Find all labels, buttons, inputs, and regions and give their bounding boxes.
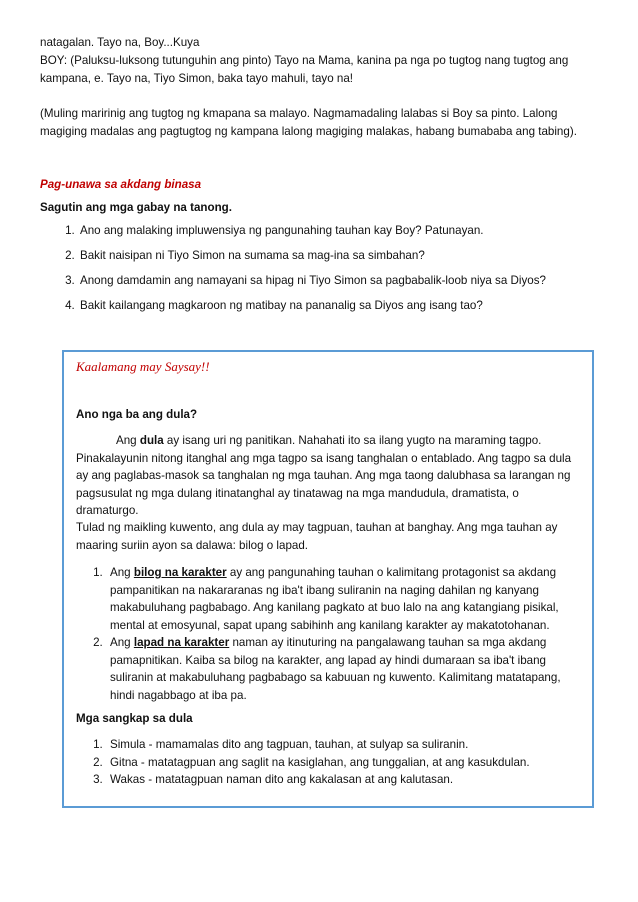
info-box-title: Kaalamang may Saysay!! (76, 359, 210, 374)
question-item: 2. Bakit naisipan ni Tiyo Simon na sumama sa mag-ina sa simbahan? (78, 247, 618, 272)
character-type-item: 2. Ang lapad na karakter naman ay itinuturing na pangalawang tauhan sa mga akdang pamapnitikan. Kaiba sa bilog na karakter, ang lapad ay hindi dumaraan sa iba't ibang suliranin at makabuluhang pagbabago sa kabuuan ng kuwento. Kalimitang matatapang, hindi nagabbago at iba pa. (106, 634, 586, 704)
character-type-item: 1. Ang bilog na karakter ay ang pangunahing tauhan o kalimitang protagonist sa akdang pampanitikan na nakararanas ng iba't ibang suliranin na naging dahilan ng kanyang makabuluhang pagbabago. Ang kanilang pagkato at buo lalo na ang katangiang pisikal, mental at emosyunal, sapat upang sabihinh ang kanilang karakter ay makatotohanan. (106, 564, 586, 634)
section-instruction: Sagutin ang mga gabay na tanong. (40, 201, 232, 214)
parts-heading: Mga sangkap sa dula (76, 712, 193, 725)
character-type-list (76, 564, 586, 704)
intro-line-1: natagalan. Tayo na, Boy...Kuya (40, 36, 200, 49)
part-item: 2. Gitna - matatagpuan ang saglit na kasiglahan, ang tunggalian, at ang kasukdulan. (106, 754, 596, 772)
question-list (56, 222, 618, 322)
lapad-term: lapad na karakter (133, 636, 230, 649)
part-item: 1. Simula - mamamalas dito ang tagpuan, tauhan, at sulyap sa suliranin. (106, 736, 596, 754)
dula-question-heading: Ano nga ba ang dula? (76, 408, 198, 421)
info-box (62, 350, 594, 808)
question-item: 1. Ano ang malaking impluwensiya ng pangunahing tauhan kay Boy? Patunayan. (78, 222, 618, 247)
parts-list (76, 736, 596, 789)
question-item: 4. Bakit kailangang magkaroon ng matibay na pananalig sa Diyos ang isang tao? (78, 297, 618, 322)
question-item: 3. Anong damdamin ang namayani sa hipag ni Tiyo Simon sa pagbabalik-loob niya sa Diyos? (78, 272, 618, 297)
tauhan-paragraph: Tulad ng maikling kuwento, ang dula ay may tagpuan, tauhan at banghay. Ang mga tauhan ay maaring suriin ayon sa dalawa: bilog o lapad. (76, 521, 558, 552)
section-heading: Pag-unawa sa akdang binasa (40, 178, 202, 191)
dula-term: dula (139, 434, 164, 447)
intro-stage-direction: (Muling maririnig ang tugtog ng kmapana sa malayo. Nagmamadaling lalabas si Boy sa pinto. Lalong magiging madalas ang pagtugtog ng kampana lalong magiging malakas, habang bumababa ang tabing). (40, 107, 577, 138)
dula-definition-paragraph: Ang dula ay isang uri ng panitikan. Nahahati ito sa ilang yugto na maraming tagpo. Pinakalayunin nitong itanghal ang mga tagpo sa isang tanghalan o entablado. Ang tagpo sa dula ay ang paglabas-masok sa tanghalan ng mga tauhan. Ang mga taong dalubhasa sa larangan ng pagsusulat ng mga dulang itinatanghal ay tinatawag na mga mandudula, dramatista, o dramaturgo. (76, 434, 572, 517)
part-item: 3. Wakas - matatagpuan naman dito ang kakalasan at ang kalutasan. (106, 771, 596, 789)
bilog-term: bilog na karakter (133, 566, 227, 579)
intro-dialogue-boy: BOY: (Paluksu-luksong tutunguhin ang pinto) Tayo na Mama, kanina pa nga po tugtog nang tugtog ang kampana, e. Tayo na, Tiyo Simon, baka tayo mahuli, tayo na! (40, 54, 569, 85)
